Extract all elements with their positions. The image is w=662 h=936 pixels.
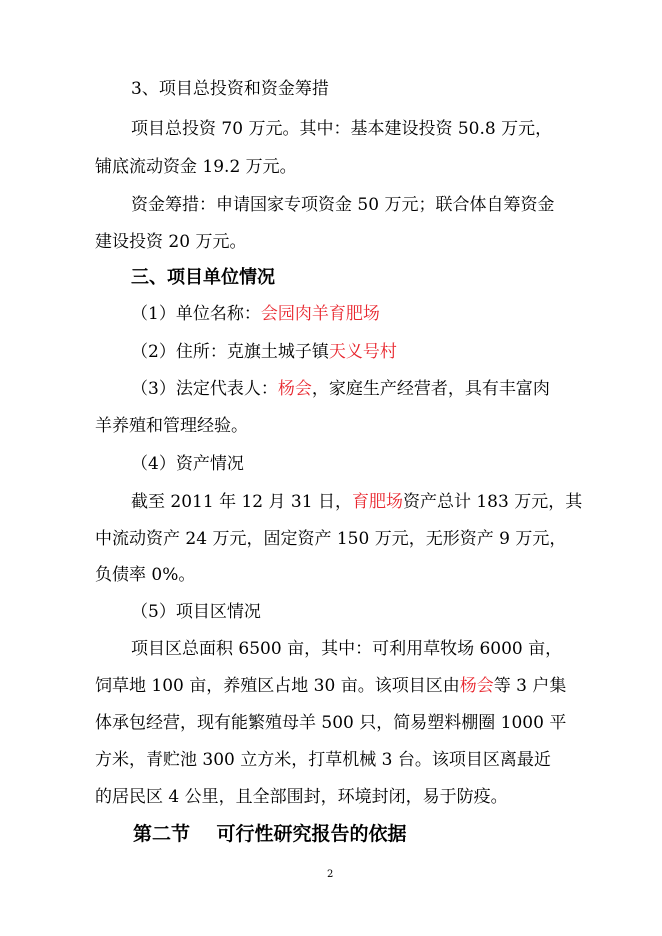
subheading-assets: （4）资产情况 (131, 454, 244, 474)
paragraph-line: 铺底流动资金 19.2 万元。 (95, 157, 297, 177)
address-line (131, 340, 397, 364)
text: 饲草地 100 亩，养殖区占地 30 亩。该项目区由 (95, 676, 460, 696)
farm-short-name: 育肥场 (351, 492, 403, 512)
paragraph-line: 资金筹措：申请国家专项资金 50 万元；联合体自筹资金 (131, 195, 555, 215)
section-heading-investment: 3、项目总投资和资金筹措 (131, 79, 329, 99)
paragraph-line: 体承包经营，现有能繁殖母羊 500 只，简易塑料棚圈 1000 平 (95, 713, 567, 733)
paragraph-line: 的居民区 4 公里，且全部围封，环境封闭，易于防疫。 (95, 787, 508, 807)
label: （1）单位名称： (131, 304, 261, 324)
page-number: 2 (327, 869, 334, 880)
unit-name-line (131, 302, 380, 326)
section-heading-basis: 第二节 可行性研究报告的依据 (133, 823, 407, 845)
section-heading-unit: 三、项目单位情况 (131, 267, 275, 288)
assets-line (131, 490, 582, 514)
representative-name: 杨会 (459, 676, 494, 696)
paragraph-line: 项目总投资 70 万元。其中：基本建设投资 50.8 万元， (131, 119, 553, 139)
paragraph-line: 羊养殖和管理经验。 (95, 416, 248, 436)
text: 等 3 户集 (493, 676, 567, 696)
paragraph-line: 方米，青贮池 300 立方米，打草机械 3 台。该项目区离最近 (95, 750, 551, 770)
label: （2）住所：克旗土城子镇 (131, 342, 329, 362)
project-area-line (95, 674, 566, 698)
address-village: 天义号村 (328, 342, 397, 362)
representative-line (131, 377, 550, 401)
paragraph-line: 中流动资产 24 万元，固定资产 150 万元，无形资产 9 万元， (95, 529, 567, 549)
text: 资产总计 183 万元，其 (402, 492, 583, 512)
paragraph-line: 负债率 0%。 (95, 565, 196, 585)
representative-name: 杨会 (277, 379, 312, 399)
paragraph-line: 项目区总面积 6500 亩，其中：可利用草牧场 6000 亩， (131, 639, 563, 659)
text: ，家庭生产经营者，具有丰富肉 (311, 379, 550, 399)
subheading-project-area: （5）项目区情况 (131, 602, 261, 622)
unit-name-value: 会园肉羊育肥场 (260, 304, 380, 324)
label: （3）法定代表人： (131, 379, 278, 399)
paragraph-line: 建设投资 20 万元。 (95, 232, 247, 252)
text: 截至 2011 年 12 月 31 日， (131, 492, 352, 512)
